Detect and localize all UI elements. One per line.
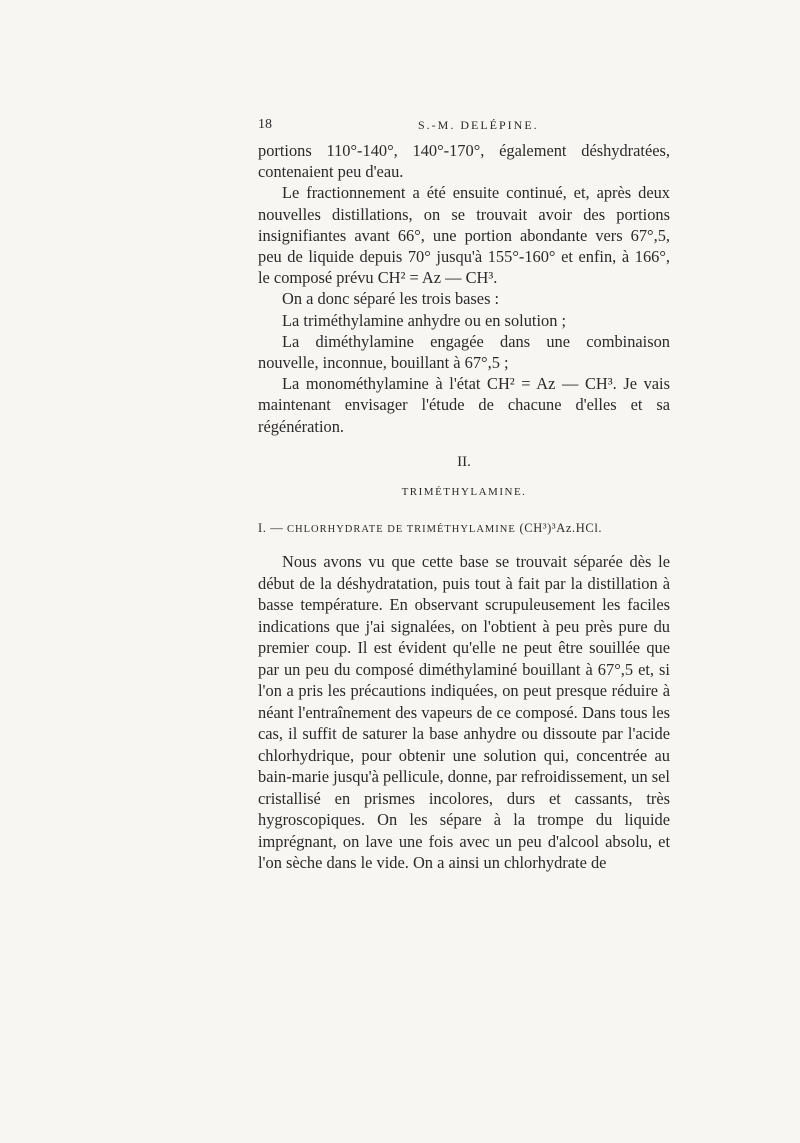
subheading-prefix: I. — (258, 521, 288, 535)
paragraph: La monométhylamine à l'état CH² = Az — CH³. Je vais maintenant envisager l'étude de chacune d'elles et sa régénération. (258, 374, 670, 436)
subheading-title: CHLORHYDRATE DE TRIMÉTHYLAMINE (287, 524, 516, 535)
subheading (258, 521, 670, 536)
paragraph: On a donc séparé les trois bases : (282, 289, 500, 309)
body-text-top (258, 140, 670, 437)
subheading-formula: (CH³)³Az.HCl. (515, 521, 603, 535)
section-title: TRIMÉTHYLAMINE. (401, 486, 527, 498)
running-head: S.-M. DELÉPINE. (418, 118, 539, 132)
paragraph: Le fractionnement a été ensuite continué, et, après deux nouvelles distillations, on se trouvait avoir des portions insignifiantes avant 66°, une portion abondante vers 67°,5, peu de liquide depuis 70° jusqu'à 155°-160° et enfin, à 166°, le composé prévu CH² = Az — CH³. (258, 183, 670, 288)
paragraph: La diméthylamine engagée dans une combinaison nouvelle, inconnue, bouillant à 67°,5 ; (258, 331, 670, 373)
page-number: 18 (258, 117, 272, 132)
paragraph: La triméthylamine anhydre ou en solution ; (282, 310, 567, 330)
page-header (258, 117, 670, 139)
section-number: II. (457, 454, 471, 470)
paragraph: portions 110°-140°, 140°-170°, également déshydratées, contenaient peu d'eau. (258, 141, 670, 182)
body-text-bottom (258, 551, 670, 874)
paragraph: Nous avons vu que cette base se trouvait séparée dès le début de la déshydratation, puis tout à fait par la distillation à basse température. En observant scrupuleusement les faciles indications que j'ai signalées, on l'obtient à peu près pure du premier coup. Il est évident qu'elle ne peut être souillée que par un peu du composé diméthylaminé bouillant à 67°,5 et, si l'on a pris les précautions indiquées, on peut presque réduire à néant l'entraînement des vapeurs de ce composé. Dans tous les cas, il suffit de saturer la base anhydre ou dissoute par l'acide chlorhydrique, pour obtenir une solution qui, concentrée au bain-marie jusqu'à pellicule, donne, par refroidissement, un sel cristallisé en prismes incolores, durs et cassants, très hygroscopiques. On les sépare à la trompe du liquide imprégnant, on lave une fois avec un peu d'alcool absolu, et l'on sèche dans le vide. On a ainsi un chlorhydrate de (258, 552, 670, 872)
